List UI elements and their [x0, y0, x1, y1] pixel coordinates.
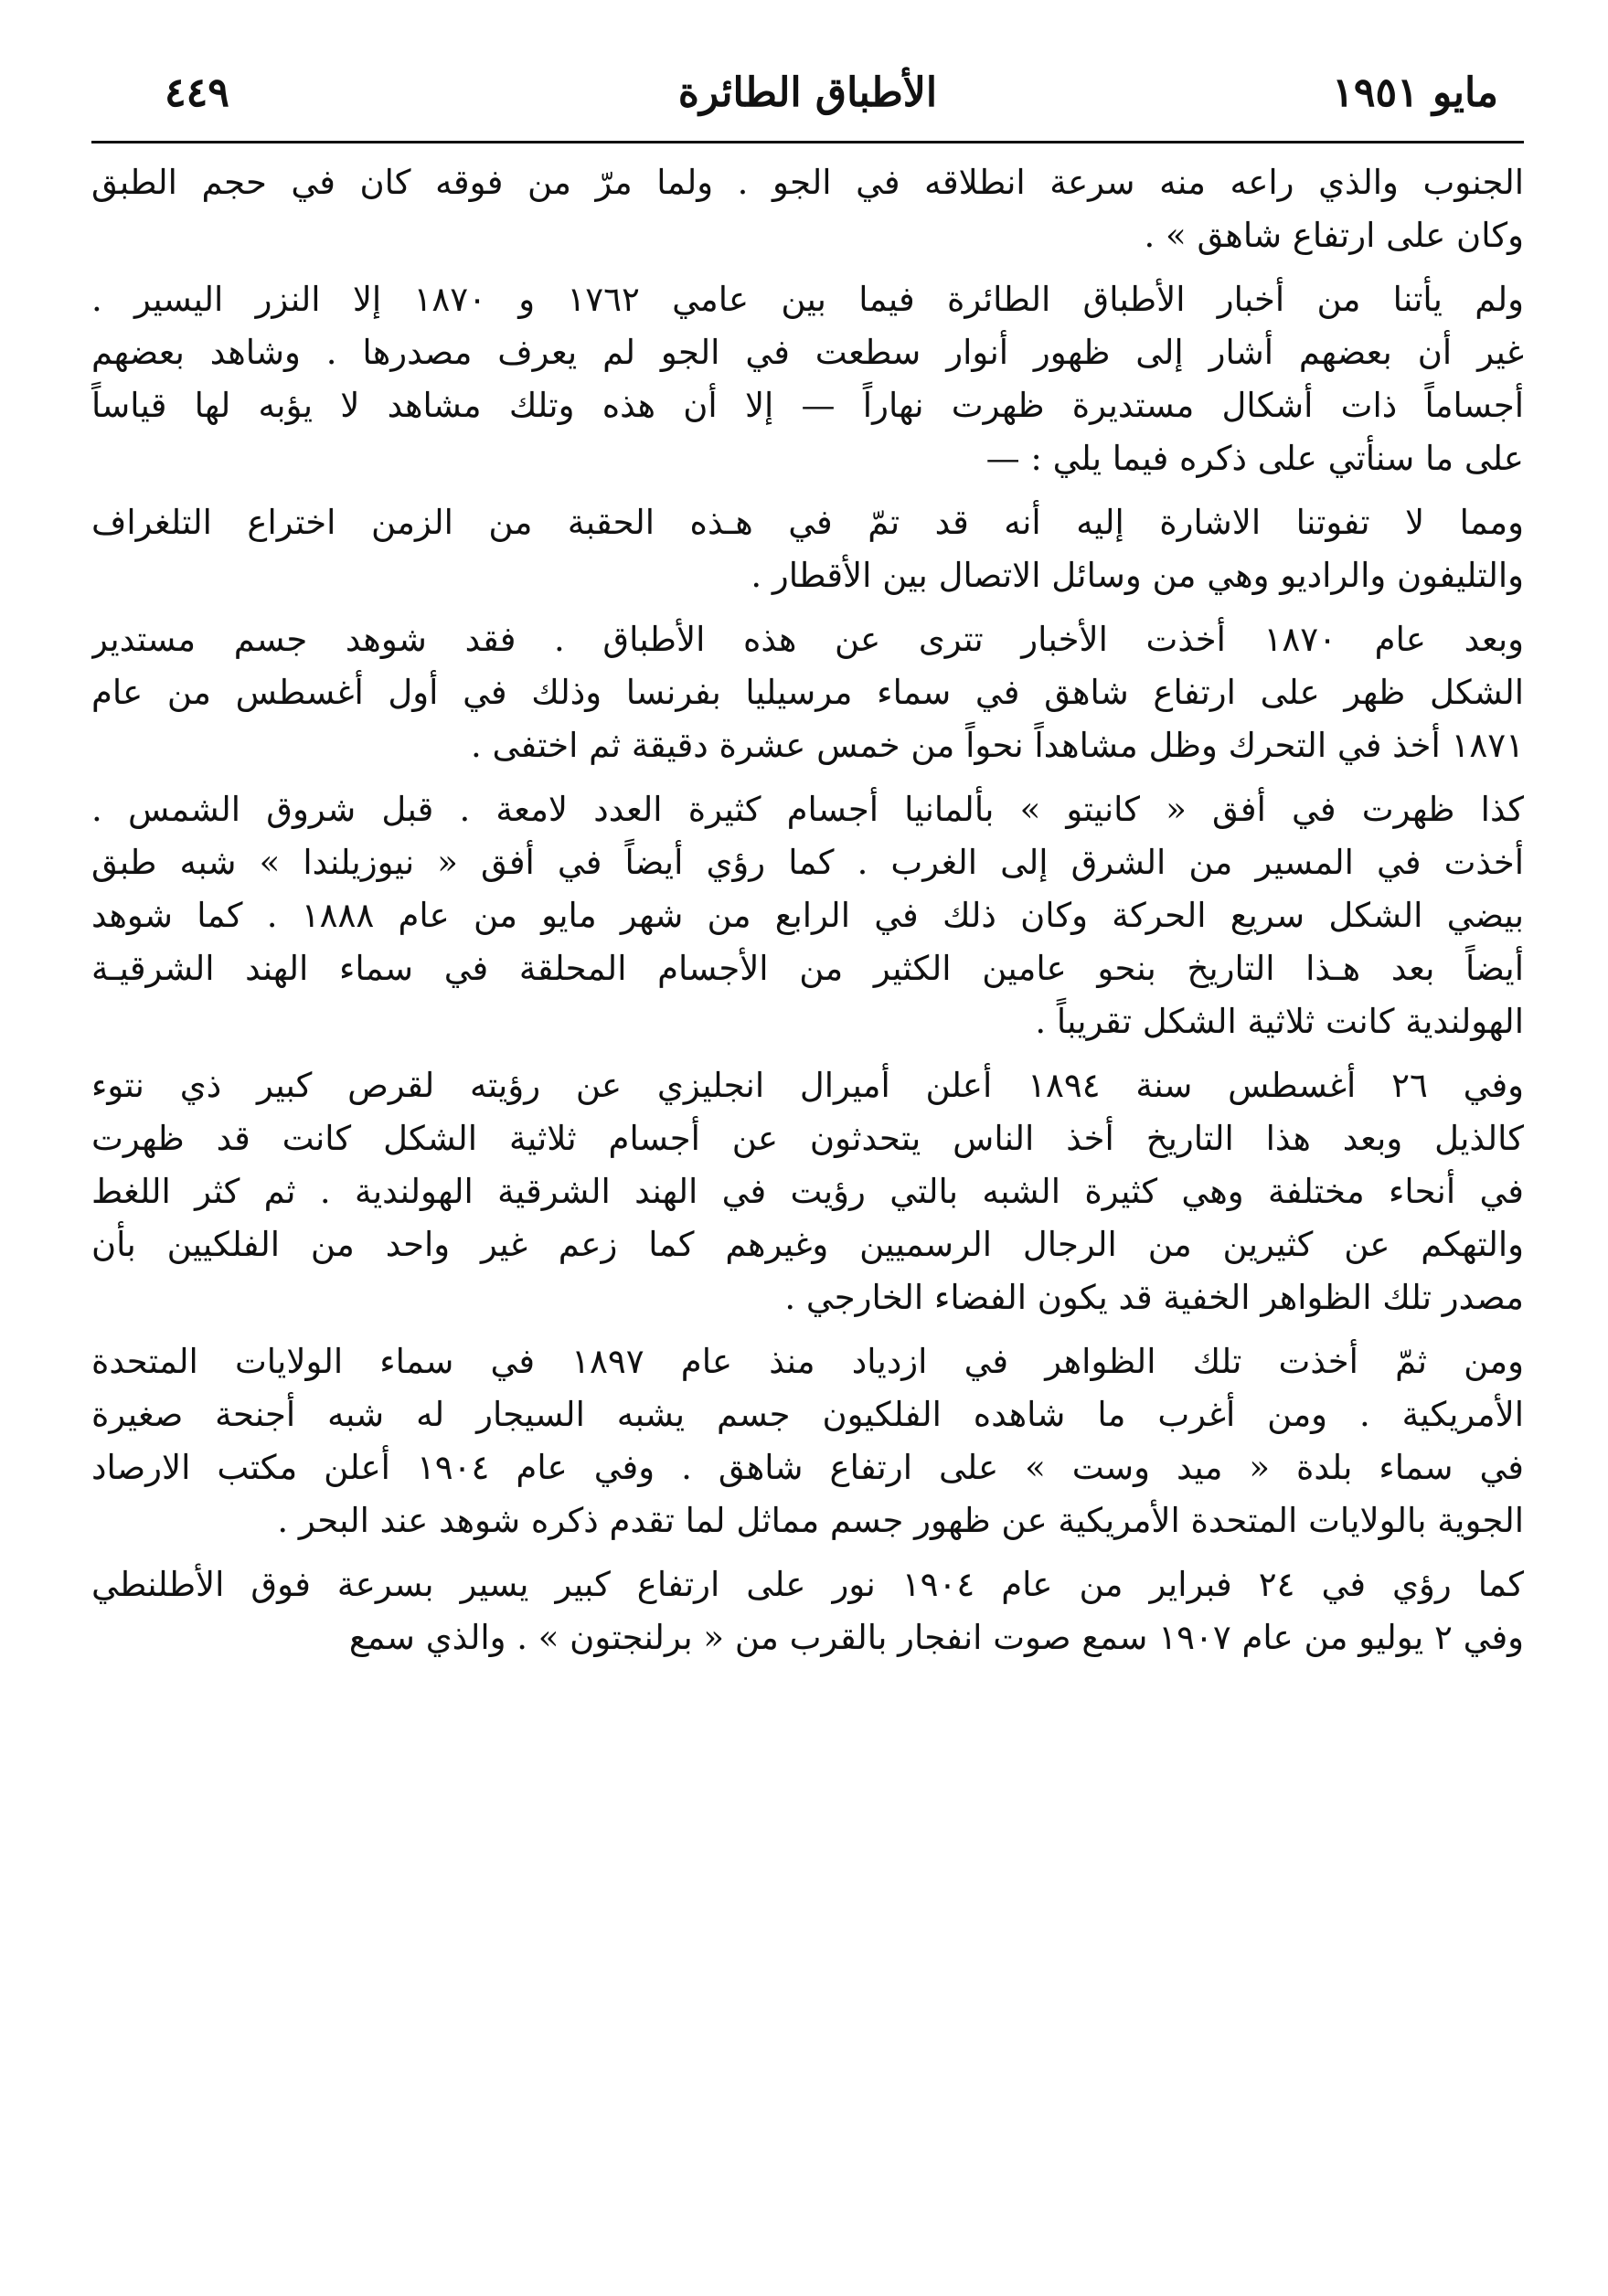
text-line: في أنحاء مختلفة وهي كثيرة الشبه بالتي رؤيت في الهند الشرقية الهولندية . ثم كثر اللغط	[91, 1172, 1524, 1211]
text-line: الأمريكية . ومن أغرب ما شاهده الفلكيون جسم يشبه السيجار له شبه أجنحة صغيرة	[91, 1395, 1524, 1434]
paragraph	[91, 156, 1524, 262]
header-title: الأطباق الطائرة	[677, 69, 938, 116]
text-line: بيضي الشكل سريع الحركة وكان ذلك في الرابع من شهر مايو من عام ١٨٨٨ . كما شوهد	[91, 896, 1524, 935]
running-header	[91, 64, 1524, 141]
text-line: ومما لا تفوتنا الاشارة إليه أنه قد تمّ في هـذه الحقبة من الزمن اختراع التلغراف	[91, 503, 1524, 542]
paragraph	[91, 273, 1524, 485]
paragraph	[91, 613, 1524, 772]
text-line: الجوية بالولايات المتحدة الأمريكية عن ظهور جسم مماثل لما تقدم ذكره شوهد عند البحر .	[277, 1501, 1524, 1540]
text-line: أخذت في المسير من الشرق إلى الغرب . كما رؤي أيضاً في أفق « نيوزيلندا » شبه طبق	[91, 843, 1524, 882]
text-line: وفي ٢٦ أغسطس سنة ١٨٩٤ أعلن أميرال انجليزي عن رؤيته لقرص كبير ذي نتوء	[91, 1066, 1524, 1105]
text-line: والتليفون والراديو وهي من وسائل الاتصال بين الأقطار .	[751, 556, 1524, 595]
text-line: أيضاً بعد هـذا التاريخ بنحو عامين الكثير من الأجسام المحلقة في سماء الهند الشرقيـة	[91, 949, 1524, 988]
page-number: ٤٤٩	[165, 69, 229, 116]
text-line: أجساماً ذات أشكال مستديرة ظهرت نهاراً — إلا أن هذه وتلك مشاهد لا يؤبه لها قياساً	[91, 386, 1524, 425]
text-line: مصدر تلك الظواهر الخفية قد يكون الفضاء الخارجي .	[784, 1278, 1524, 1317]
text-line: كالذيل وبعد هذا التاريخ أخذ الناس يتحدثون عن أجسام ثلاثية الشكل كانت قد ظهرت	[91, 1119, 1524, 1158]
text-line: في سماء بلدة « ميد وست » على ارتفاع شاهق . وفي عام ١٩٠٤ أعلن مكتب الارصاد	[91, 1448, 1524, 1487]
text-line: ١٨٧١ أخذ في التحرك وظل مشاهداً نحواً من خمس عشرة دقيقة ثم اختفى .	[471, 726, 1524, 765]
header-rule	[91, 141, 1524, 144]
text-line: والتهكم عن كثيرين من الرجال الرسميين وغيرهم كما زعم غير واحد من الفلكيين بأن	[91, 1225, 1524, 1264]
paragraph	[91, 496, 1524, 602]
text-line: كذا ظهرت في أفق « كانيتو » بألمانيا أجسام كثيرة العدد لامعة . قبل شروق الشمس .	[91, 790, 1524, 829]
text-line: على ما سنأتي على ذكره فيما يلي : —	[985, 439, 1524, 478]
paragraph	[91, 1558, 1524, 1664]
text-line: غير أن بعضهم أشار إلى ظهور أنوار سطعت في الجو لم يعرف مصدرها . وشاهد بعضهم	[91, 333, 1524, 372]
text-line: كما رؤي في ٢٤ فبراير من عام ١٩٠٤ نور على ارتفاع كبير يسير بسرعة فوق الأطلنطي	[91, 1565, 1524, 1604]
paragraph	[91, 1059, 1524, 1324]
text-line: ولم يأتنا من أخبار الأطباق الطائرة فيما بين عامي ١٧٦٢ و ١٨٧٠ إلا النزر اليسير .	[91, 280, 1524, 319]
text-line: الهولندية كانت ثلاثية الشكل تقريباً .	[1035, 1002, 1524, 1041]
text-line: وفي ٢ يوليو من عام ١٩٠٧ سمع صوت انفجار بالقرب من « برلنجتون » . والذي سمع	[348, 1618, 1524, 1657]
text-line: وكان على ارتفاع شاهق » .	[1144, 216, 1524, 255]
text-line: ومن ثمّ أخذت تلك الظواهر في ازدياد منذ عام ١٨٩٧ في سماء الولايات المتحدة	[91, 1342, 1524, 1381]
text-line: وبعد عام ١٨٧٠ أخذت الأخبار تترى عن هذه الأطباق . فقد شوهد جسم مستدير	[91, 620, 1524, 659]
paragraph	[91, 783, 1524, 1048]
body-text	[91, 156, 1524, 1664]
paragraph	[91, 1335, 1524, 1547]
text-line: الشكل ظهر على ارتفاع شاهق في سماء مرسيليا بفرنسا وذلك في أول أغسطس من عام	[91, 673, 1524, 712]
header-date: مايو ١٩٥١	[1332, 69, 1498, 116]
text-line: الجنوب والذي راعه منه سرعة انطلاقه في الجو . ولما مرّ من فوقه كان في حجم الطبق	[91, 163, 1524, 202]
